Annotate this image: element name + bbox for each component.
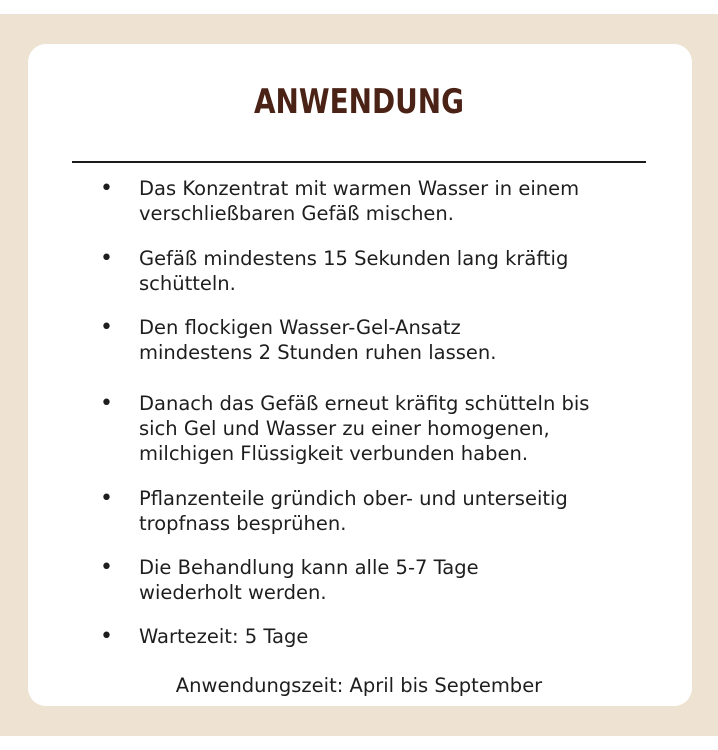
list-item-text: Das Konzentrat mit warmen Wasser in einem verschließbaren Gefäß mischen.	[139, 177, 580, 225]
instruction-card	[28, 44, 692, 706]
list-item-text: Den flockigen Wasser-Gel-Ansatz mindestens 2 Stunden ruhen lassen.	[139, 316, 497, 364]
bullet-icon: •	[100, 624, 113, 649]
bullet-icon: •	[100, 176, 113, 201]
bullet-icon: •	[100, 315, 113, 340]
bullet-icon: •	[100, 555, 113, 580]
list-item-text: Wartezeit: 5 Tage	[139, 625, 309, 648]
title-divider	[72, 161, 646, 163]
page-title: ANWENDUNG	[253, 82, 465, 122]
list-item-text: Die Behandlung kann alle 5-7 Tage wiederholt werden.	[139, 556, 479, 604]
application-period: Anwendungszeit: April bis September	[175, 674, 543, 697]
list-item-text: Danach das Gefäß erneut kräfitg schütteln bis sich Gel und Wasser zu einer homogenen, milchigen Flüssigkeit verbunden haben.	[139, 392, 590, 465]
bullet-icon: •	[100, 246, 113, 271]
bullet-icon: •	[100, 391, 113, 416]
bullet-icon: •	[100, 486, 113, 511]
list-item-text: Gefäß mindestens 15 Sekunden lang kräftig schütteln.	[139, 247, 569, 295]
list-item-text: Pflanzenteile gründich ober- und unterseitig tropfnass besprühen.	[139, 487, 568, 535]
